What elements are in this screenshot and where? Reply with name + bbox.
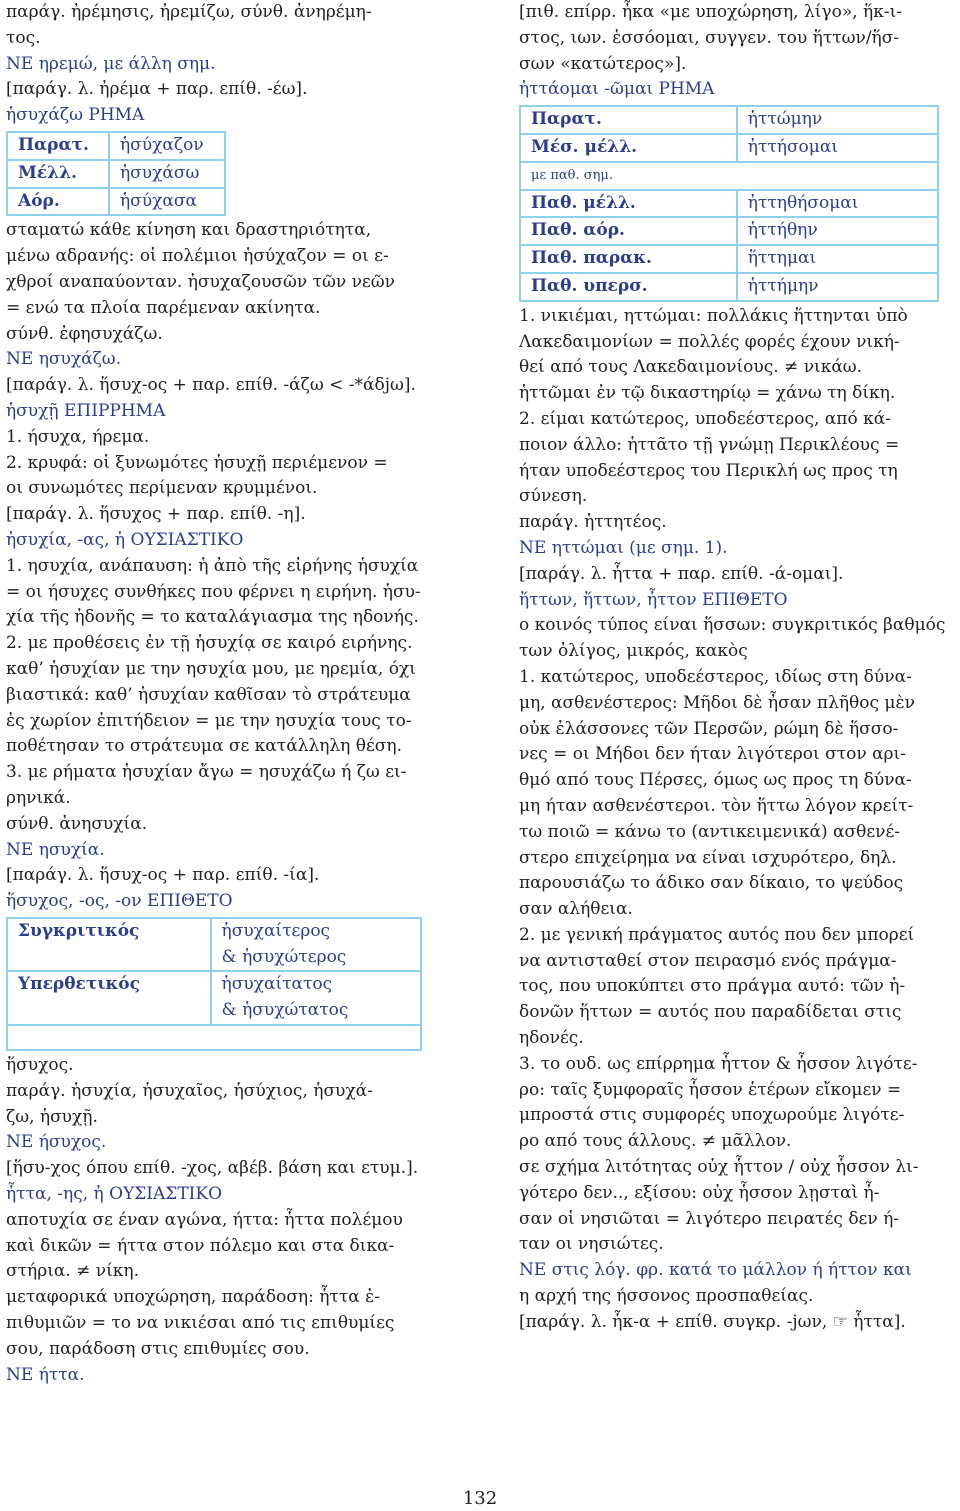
table-row: [520, 273, 938, 301]
text-line: 1. νικιέμαι, ηττώμαι: πολλάκις ἥττηνται ὑπὸ: [519, 305, 908, 326]
form-label: Συγκριτικός: [7, 918, 211, 972]
text-line: να αντισταθεί στον πειρασμό ενός πράγμα-: [519, 950, 897, 971]
text-line: σύνθ. ἐφησυχάζω.: [6, 323, 163, 344]
text-line: ἡσυχῇ ΕΠΙΡΡΗΜΑ: [6, 400, 166, 421]
text-line: μη, ασθενέστερος: Μῆδοι δὲ ἦσαν πλῆθος μὲν: [519, 692, 915, 713]
text-line: ποθέτησαν το στράτευμα σε κατάλληλη θέση.: [6, 736, 403, 757]
text-line: ἐς χωρίον ἐπιτήδειον = με την ησυχία τους το-: [6, 710, 412, 731]
text-line: τω ποιῶ = κάνω το (αντικειμενικά) ασθενέ-: [519, 821, 901, 842]
form-label: Παρατ.: [520, 106, 737, 134]
text-line: [παράγ. λ. ἥσυχ-ος + παρ. επίθ. -άζω < -*άδjω].: [6, 375, 416, 396]
text-line: μένω αδρανής: οἱ πολέμιοι ἡσύχαζον = οι ε-: [6, 246, 389, 267]
text-line: σε σχήμα λιτότητας οὐχ ἧττον / οὐχ ἧσσον λι-: [519, 1157, 919, 1178]
form-label: Μέλλ.: [7, 160, 109, 188]
inflection-table-hettaomai: [519, 105, 939, 302]
form-label: Παθ. υπερσ.: [520, 273, 737, 301]
form-value: ἡττήθην: [737, 217, 938, 245]
text-line: χία τῆς ἡδονῆς = το καταλάγιασμα της ηδονής.: [6, 607, 419, 628]
text-line: ταν οι νησιώτες.: [519, 1234, 664, 1255]
text-line: τος.: [6, 27, 41, 48]
text-line: στερο επιχείρημα να είναι ισχυρότερο, δηλ.: [519, 847, 897, 868]
text-line: ρηνικά.: [6, 787, 71, 808]
text-line: θεί από τους Λακεδαιμονίους. ≠ νικάω.: [519, 357, 863, 378]
table-row: [520, 217, 938, 245]
text-line: αποτυχία σε έναν αγώνα, ήττα: ἧττα πολέμου: [6, 1209, 403, 1230]
left-column: [6, 0, 444, 1388]
form-value: [211, 971, 421, 1025]
text-line: γότερο δεν.., εξίσου: οὐχ ἧσσον λῃσταὶ ἦ-: [519, 1182, 880, 1203]
text-line: νες = οι Μήδοι δεν ήταν λιγότεροι στον αρι-: [519, 744, 906, 765]
text-line: στος, ιων. ἑσσόομαι, συγγεν. του ἥττων/ἥσ-: [519, 27, 900, 48]
text-line: πιθυμιῶν = το να νικιέσαι από τις επιθυμίες: [6, 1313, 395, 1334]
text-line: σύνθ. ἀνησυχία.: [6, 813, 148, 834]
text-line: ἧττα, -ης, ἡ ΟΥΣΙΑΣΤΙΚΟ: [6, 1184, 223, 1205]
text-line: καθ’ ἡσυχίαν με την ησυχία μου, με ηρεμία, όχι: [6, 658, 416, 679]
text-line: [παράγ. λ. ἥσυχος + παρ. επίθ. -η].: [6, 504, 306, 525]
text-line: των ὀλίγος, μικρός, κακὸς: [519, 641, 748, 662]
text-line: ΝΕ στις λόγ. φρ. κατά το μάλλον ή ήττον και: [519, 1260, 912, 1281]
text-line: ρο από τους άλλους. ≠ μᾶλλον.: [519, 1131, 792, 1152]
form-value-2: & ἡσυχώτερος: [221, 946, 347, 967]
form-label: Παθ. παρακ.: [520, 245, 737, 273]
text-line: ΝΕ ησυχία.: [6, 839, 105, 860]
text-line: θμό από τους Πέρσες, όμως ως προς τη δύνα-: [519, 770, 912, 791]
text-line: ηδονές.: [519, 1028, 584, 1049]
form-label: Παθ. αόρ.: [520, 217, 737, 245]
right-column: [519, 0, 960, 1336]
form-note: με παθ. σημ.: [520, 162, 938, 190]
text-line: ήταν υποδεέστερος του Περικλή ως προς τη: [519, 460, 898, 481]
text-line: ΝΕ ήττα.: [6, 1364, 85, 1385]
left-block-1: [6, 0, 444, 129]
table-row: [7, 971, 421, 1025]
text-line: ΝΕ ηττώμαι (με σημ. 1).: [519, 537, 728, 558]
text-line: [πιθ. επίρρ. ἦκα «με υποχώρηση, λίγο», ἥκ-ι-: [519, 2, 902, 22]
text-line: η αρχή της ήσσονος προσπαθείας.: [519, 1286, 814, 1307]
text-line: μπροστά στις συμφορές υποχωρούμε λιγότε-: [519, 1105, 905, 1126]
text-line: χθροί αναπαύονταν. ἡσυχαζουσῶν τῶν νεῶν: [6, 271, 395, 292]
text-line: καὶ δικῶν = ήττα στον πόλεμο και στα δικα-: [6, 1235, 395, 1256]
left-block-3: [6, 1053, 444, 1388]
form-value: ἡσύχαζον: [109, 132, 225, 160]
text-line: ζω, ἡσυχῇ.: [6, 1106, 98, 1127]
text-line: οὐκ ἐλάσσονες τῶν Περσῶν, ρώμη δὲ ἥσσο-: [519, 718, 899, 739]
text-line: σαν οἱ νησιῶται = λιγότερο πειρατές δεν ή-: [519, 1208, 900, 1229]
text-line: ἥσυχος, -ος, -ον ΕΠΙΘΕΤΟ: [6, 891, 233, 912]
text-line: 1. ήσυχα, ήρεμα.: [6, 426, 150, 447]
form-value: ἡττηθήσομαι: [737, 190, 938, 218]
empty-row: [7, 1025, 421, 1050]
form-value-1: ἡσυχαίτερος: [221, 920, 331, 941]
text-line: ἡττάομαι -ῶμαι ΡΗΜΑ: [519, 79, 715, 100]
text-line: στήρια. ≠ νίκη.: [6, 1261, 140, 1282]
form-value: [211, 918, 421, 972]
text-line: Λακεδαιμονίων = πολλές φορές έχουν νική-: [519, 331, 900, 352]
text-line: [παράγ. λ. ἧττα + παρ. επίθ. -ά-ομαι].: [519, 563, 844, 584]
text-line: 1. κατώτερος, υποδεέστερος, ιδίως στη δύνα-: [519, 666, 912, 687]
text-line: παράγ. ἡσυχία, ἡσυχαῖος, ἡσύχιος, ἡσυχά-: [6, 1080, 373, 1101]
text-line: παρουσιάζω το άδικο σαν δίκαιο, το ψεύδος: [519, 873, 904, 894]
text-line: [ἥσυ-χος όπου επίθ. -χος, αβέβ. βάση και ετυμ.].: [6, 1158, 419, 1179]
table-row: [7, 188, 225, 216]
text-line: οι συνωμότες περίμεναν κρυμμένοι.: [6, 478, 318, 499]
text-line: σων «κατώτερος»].: [519, 53, 687, 74]
text-line: [παράγ. λ. ἠρέμα + παρ. επίθ. -έω].: [6, 79, 308, 100]
text-line: 3. με ρήματα ἡσυχίαν ἄγω = ησυχάζω ή ζω ει-: [6, 762, 407, 783]
text-line: 2. κρυφά: οἱ ξυνωμότες ἡσυχῇ περιέμενον =: [6, 452, 388, 473]
text-line: 2. με γενική πράγματος αυτός που δεν μπορεί: [519, 924, 915, 945]
text-line: σύνεση.: [519, 486, 588, 507]
text-line: 3. το ουδ. ως επίρρημα ἧττον & ἧσσον λιγότε-: [519, 1053, 918, 1074]
right-block-2: [519, 304, 960, 1336]
text-line: [παράγ. λ. ἥσυχ-ος + παρ. επίθ. -ία].: [6, 865, 320, 886]
degree-table-hesychos: [6, 917, 422, 1051]
table-row: [7, 160, 225, 188]
text-line: ποιον άλλο: ἡττᾶτο τῇ γνώμῃ Περικλέους =: [519, 434, 900, 455]
text-line: ρο: ταῖς ξυμφοραῖς ἧσσον ἑτέρων εἴκομεν =: [519, 1079, 902, 1100]
form-value: ἥττημαι: [737, 245, 938, 273]
form-value: ἡττώμην: [737, 106, 938, 134]
form-value: ἡσυχάσω: [109, 160, 225, 188]
form-value: ἡττήσομαι: [737, 134, 938, 162]
form-value: ἡσύχασα: [109, 188, 225, 216]
text-line: σου, παράδοση στις επιθυμίες σου.: [6, 1338, 310, 1359]
text-line: 2. είμαι κατώτερος, υποδεέστερος, από κά-: [519, 408, 891, 429]
table-row: [7, 132, 225, 160]
text-line: [παράγ. λ. ἧκ-α + επίθ. συγκρ. -jων, ☞ ἧττα].: [519, 1311, 906, 1332]
text-line: ΝΕ ήσυχος.: [6, 1132, 107, 1153]
form-label: Παρατ.: [7, 132, 109, 160]
text-line: παράγ. ἡττητέος.: [519, 512, 667, 533]
text-line: = ενώ τα πλοία παρέμεναν ακίνητα.: [6, 297, 321, 318]
text-line: 2. με προθέσεις ἐν τῇ ἡσυχίᾳ σε καιρό ειρήνης.: [6, 633, 413, 654]
text-line: ο κοινός τύπος είναι ἥσσων: συγκριτικός βαθμός: [519, 615, 946, 636]
text-line: τος, που υποκύπτει στο πράγμα αυτό: τῶν ἡ-: [519, 976, 906, 997]
text-line: παράγ. ἠρέμησις, ἠρεμίζω, σύνθ. ἀνηρέμη-: [6, 2, 372, 22]
text-line: ἡσυχάζω ΡΗΜΑ: [6, 105, 145, 126]
left-block-2: [6, 218, 444, 915]
text-line: ἥττων, ἥττων, ἧττον ΕΠΙΘΕΤΟ: [519, 589, 788, 610]
text-line: ΝΕ ησυχάζω.: [6, 349, 122, 370]
form-label: Υπερθετικός: [7, 971, 211, 1025]
text-line: ἡσυχία, -ας, ἡ ΟΥΣΙΑΣΤΙΚΟ: [6, 529, 244, 550]
text-line: ΝΕ ηρεμώ, με άλλη σημ.: [6, 53, 216, 74]
table-row: [520, 190, 938, 218]
right-block-1: [519, 0, 960, 103]
table-row: [520, 106, 938, 134]
form-value: ἡττήμην: [737, 273, 938, 301]
text-line: μη ήταν ασθενέστεροι. τὸν ἥττω λόγον κρείτ-: [519, 795, 914, 816]
page-number: 132: [462, 1488, 498, 1509]
form-label: Μέσ. μέλλ.: [520, 134, 737, 162]
text-line: σαν αλήθεια.: [519, 899, 633, 920]
inflection-table-hesychazo: [6, 131, 226, 216]
text-line: μεταφορικά υποχώρηση, παράδοση: ἧττα ἐ-: [6, 1287, 380, 1308]
text-line: ἡττῶμαι ἐν τῷ δικαστηρίῳ = χάνω τη δίκη.: [519, 383, 896, 404]
text-line: σταματώ κάθε κίνηση και δραστηριότητα,: [6, 220, 372, 241]
form-label: Παθ. μέλλ.: [520, 190, 737, 218]
table-row: [7, 918, 421, 972]
text-line: βιαστικά: καθ’ ἡσυχίαν καθῖσαν τὸ στράτευμα: [6, 684, 411, 705]
form-value-1: ἡσυχαίτατος: [221, 974, 333, 995]
text-line: δονῶν ἥττων = αυτός που παραδίδεται στις: [519, 1002, 902, 1023]
text-line: = οι ήσυχες συνθήκες που φέρνει η ειρήνη. ἡσυ-: [6, 581, 421, 602]
table-row: [520, 134, 938, 162]
text-line: 1. ησυχία, ανάπαυση: ἡ ἀπὸ τῆς εἰρήνης ἡσυχία: [6, 555, 419, 576]
text-line: ἥσυχος.: [6, 1055, 74, 1076]
form-value-2: & ἡσυχώτατος: [221, 1000, 349, 1021]
form-label: Αόρ.: [7, 188, 109, 216]
table-row: [520, 245, 938, 273]
